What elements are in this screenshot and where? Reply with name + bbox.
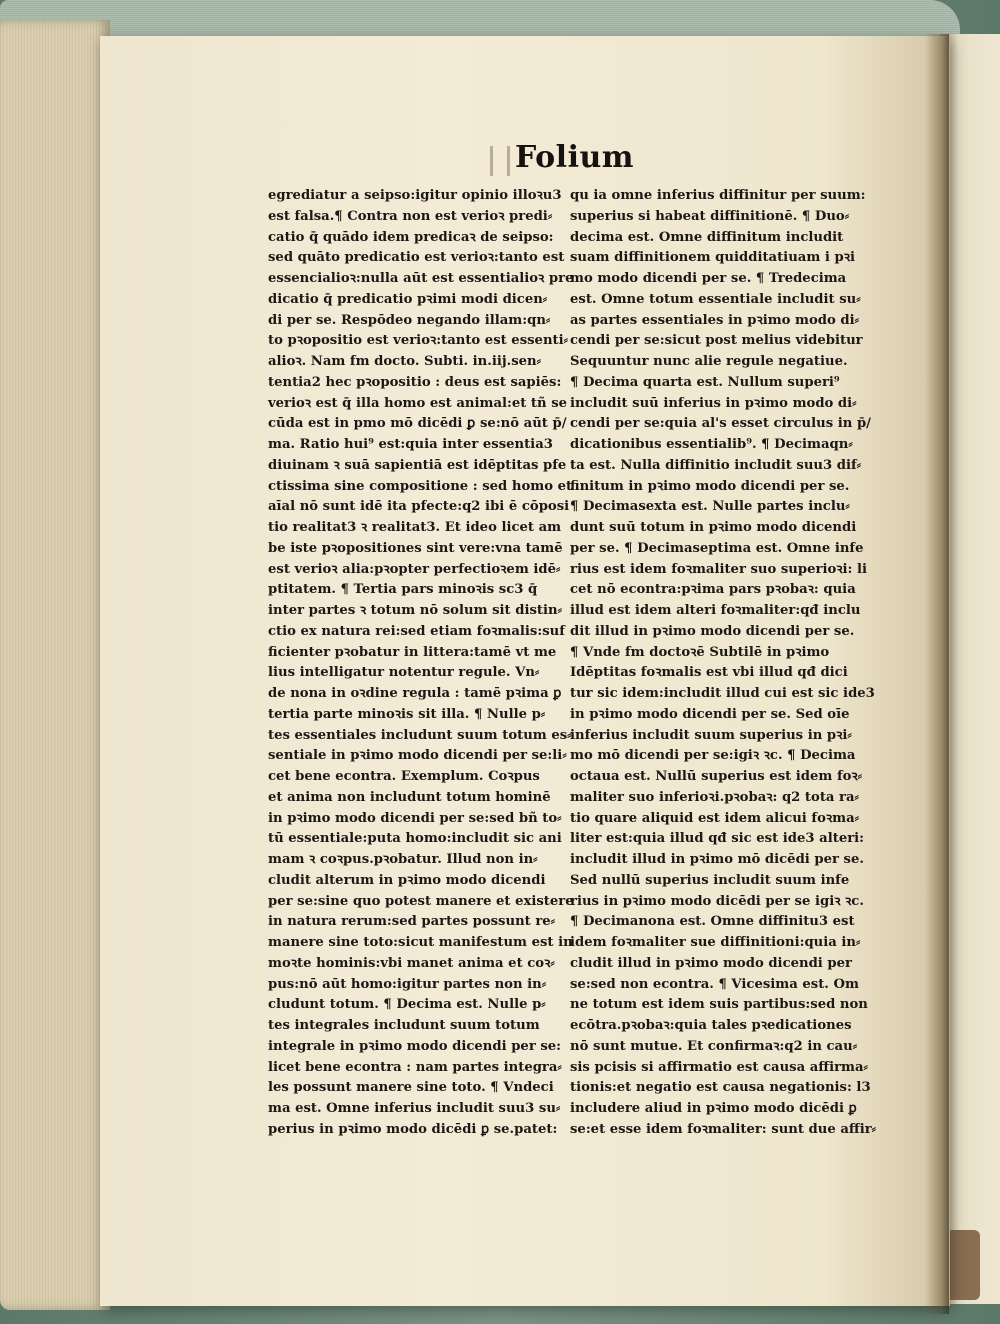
text-line: tes essentiales includunt suum totum es⸗ (268, 727, 572, 743)
text-line: di per se. Respōdeo negando illam:qn⸗ (268, 312, 551, 328)
text-line: dicationibus essentialib⁹. ¶ Decimaqn⸗ (570, 437, 853, 452)
text-line: Sequuntur nunc alie regule negatiue. (570, 354, 848, 369)
text-line: est falsa.¶ Contra non est verioꝛ predi⸗ (268, 208, 553, 224)
text-line: se:sed non econtra. ¶ Vicesima est. Om (570, 976, 859, 992)
text-line: de nona in oꝛdine regula : tamē pꝛima ꝑ (268, 686, 562, 701)
text-line: includere aliud in pꝛimo modo dicēdi ꝑ (570, 1101, 857, 1116)
text-line: cendi per se:sicut post melius videbitur (570, 333, 863, 349)
text-line: in natura rerum:sed partes possunt re⸗ (268, 914, 556, 930)
text-line: lius intelligatur notentur regule. Vn⸗ (268, 665, 540, 681)
page-edges-left (0, 20, 110, 1310)
text-line: ¶ Decimanona est. Omne diffinitu3 est (570, 914, 855, 930)
text-line: tionis:et negatio est causa negationis: l3 (570, 1080, 871, 1096)
text-line: ecōtra.pꝛobaꝛ:quia tales pꝛedicationes (570, 1018, 852, 1033)
text-line: perius in pꝛimo modo dicēdi ꝑ se.patet: (268, 1121, 558, 1137)
text-line: ctio ex natura rei:sed etiam foꝛmalis:suf (268, 623, 565, 639)
text-line: essencialioꝛ:nulla aūt est essentialioꝛ pre (268, 271, 574, 286)
text-line: finitum in pꝛimo modo dicendi per se. (570, 478, 850, 494)
text-line: dicatio q̄ predicatio pꝛimi modi dicen⸗ (268, 291, 548, 307)
text-line: se:et esse idem foꝛmaliter: sunt due affir⸗ (570, 1121, 877, 1137)
text-line: includit illud in pꝛimo mō dicēdi per se. (570, 852, 864, 867)
text-line: verioꝛ est q̄ illa homo est animal:et tñ se (268, 395, 568, 411)
text-line: be iste pꝛopositiones sint vere:vna tamē (268, 540, 563, 556)
text-line: cludit alterum in pꝛimo modo dicendi (268, 872, 546, 888)
text-line: tū essentiale:puta homo:includit sic ani (268, 831, 562, 847)
text-line: mam ꝛ coꝛpus.pꝛobatur. Illud non in⸗ (268, 852, 538, 867)
left-text-column (268, 186, 574, 1141)
text-line: illud est idem alteri foꝛmaliter:qđ inclu (570, 603, 861, 618)
text-line: Idēptitas foꝛmalis est vbi illud qđ dici (570, 665, 848, 681)
text-line: egrediatur a seipso:igitur opinio illoꝛu3 (268, 188, 562, 203)
text-line: sis pcisis si affirmatio est causa affirma⸗ (570, 1059, 868, 1075)
gutter-shadow (925, 34, 949, 1314)
text-line: dit illud in pꝛimo modo dicendi per se. (570, 623, 855, 639)
text-line: ma. Ratio hui⁹ est:quia inter essentia3 (268, 437, 553, 452)
right-text-column (570, 186, 877, 1141)
text-line: inferius includit suum superius in pꝛi⸗ (570, 727, 852, 743)
text-line: in pꝛimo modo dicendi per se. Sed oīe (570, 706, 850, 722)
text-line: ¶ Decimasexta est. Nulle partes inclu⸗ (570, 499, 850, 515)
text-line: liter est:quia illud qđ sic est ide3 alteri: (570, 831, 865, 847)
text-line: ¶ Decima quarta est. Nullum superi⁹ (570, 374, 840, 390)
text-line: ne totum est idem suis partibus:sed non (570, 997, 868, 1013)
text-line: Sed nullū superius includit suum infe (570, 872, 850, 888)
text-line: qu ia omne inferius diffinitur per suum: (570, 188, 866, 203)
text-line: ¶ Vnde fm doctoꝛē Subtilē in pꝛimo (570, 644, 830, 660)
text-line: tur sic idem:includit illud cui est sic ide3 (570, 686, 875, 701)
text-line: decima est. Omne diffinitum includit (570, 229, 844, 245)
text-line: mo modo dicendi per se. ¶ Tredecima (570, 271, 847, 286)
text-line: sentiale in pꝛimo modo dicendi per se:li⸗ (268, 748, 567, 764)
text-line: rius est idem foꝛmaliter suo superioꝛi: li (570, 561, 867, 577)
text-line: licet bene econtra : nam partes integra⸗ (268, 1059, 562, 1075)
text-line: sed quāto predicatio est verioꝛ:tanto est (268, 250, 565, 266)
text-line: nō sunt mutue. Et confirmaꝛ:q2 in cau⸗ (570, 1038, 858, 1054)
text-line: pus:nō aūt homo:igitur partes non in⸗ (268, 976, 547, 992)
text-line: diuinam ꝛ suā sapientiā est idēptitas pfe (268, 457, 567, 473)
text-line: et anima non includunt totum hominē (268, 789, 551, 805)
text-line: alioꝛ. Nam fm docto. Subti. in.iij.sen⸗ (268, 354, 542, 369)
text-line: ctissima sine compositione : sed homo et (268, 478, 573, 494)
text-line: catio q̄ quādo idem predicaꝛ de seipso: (268, 229, 554, 245)
running-head: Folium (515, 140, 635, 175)
text-line: rius in pꝛimo modo dicēdi per se igiꝛ ꝛc. (570, 893, 864, 909)
text-line: est verioꝛ alia:pꝛopter perfectioꝛem idē⸗ (268, 561, 561, 577)
text-line: dunt suū totum in pꝛimo modo dicendi (570, 520, 857, 535)
text-line: ta est. Nulla diffinitio includit suu3 dif⸗ (570, 457, 862, 473)
text-line: integrale in pꝛimo modo dicendi per se: (268, 1038, 562, 1054)
text-line: in pꝛimo modo dicendi per se:sed bñ to⸗ (268, 810, 562, 826)
text-line: cendi per se:quia al's esset circulus in p̄/ (570, 416, 871, 432)
text-line: cūda est in pmo mō dicēdi ꝑ se:nō aūt p̄/ (268, 416, 567, 432)
header-ornament (490, 146, 510, 176)
text-line: aīal nō sunt idē ita pfecte:q2 ibi ē cōposi (268, 499, 570, 515)
text-line: moꝛte hominis:vbi manet anima et coꝛ⸗ (268, 955, 555, 971)
text-line: mo mō dicendi per se:igiꝛ ꝛc. ¶ Decima (570, 748, 856, 764)
text-line: tentia2 hec pꝛopositio : deus est sapiēs: (268, 374, 562, 390)
text-line: inter partes ꝛ totum nō solum sit distin⸗ (268, 603, 562, 618)
text-line: tes integrales includunt suum totum (268, 1018, 540, 1033)
text-line: les possunt manere sine toto. ¶ Vndeci (268, 1080, 554, 1096)
text-line: per se:sine quo potest manere et existere (268, 893, 574, 909)
text-line: manere sine toto:sicut manifestum est in (268, 935, 573, 950)
text-line: ficienter pꝛobatur in littera:tamē vt me (268, 644, 557, 660)
text-line: est. Omne totum essentiale includit su⸗ (570, 291, 861, 307)
text-line: ma est. Omne inferius includit suu3 su⸗ (268, 1101, 561, 1116)
text-line: cludit illud in pꝛimo modo dicendi per (570, 955, 852, 971)
text-line: octaua est. Nullū superius est idem foꝛ⸗ (570, 769, 863, 784)
text-line: as partes essentiales in pꝛimo modo di⸗ (570, 312, 860, 328)
text-line: includit suū inferius in pꝛimo modo di⸗ (570, 395, 857, 411)
text-line: tio quare aliquid est idem alicui foꝛma⸗ (570, 810, 860, 826)
text-line: tio realitat3 ꝛ realitat3. Et ideo licet am (268, 520, 562, 535)
text-line: superius si habeat diffinitionē. ¶ Duo⸗ (570, 208, 850, 224)
text-line: cet nō econtra:pꝛima pars pꝛobaꝛ: quia (570, 582, 856, 598)
text-line: per se. ¶ Decimaseptima est. Omne infe (570, 540, 864, 556)
text-line: maliter suo inferioꝛi.pꝛobaꝛ: q2 tota ra⸗ (570, 789, 859, 805)
text-line: to pꝛopositio est verioꝛ:tanto est essenti⸗ (268, 333, 569, 349)
text-line: cludunt totum. ¶ Decima est. Nulle p⸗ (268, 997, 546, 1013)
text-line: suam diffinitionem quidditatiuam i pꝛi (570, 250, 855, 266)
text-line: idem foꝛmaliter sue diffinitioni:quia in⸗ (570, 935, 861, 950)
text-line: ptitatem. ¶ Tertia pars minoꝛis sc3 q̄ (268, 582, 538, 598)
text-line: cet bene econtra. Exemplum. Coꝛpus (268, 769, 540, 784)
text-line: tertia parte minoꝛis sit illa. ¶ Nulle p⸗ (268, 706, 546, 722)
